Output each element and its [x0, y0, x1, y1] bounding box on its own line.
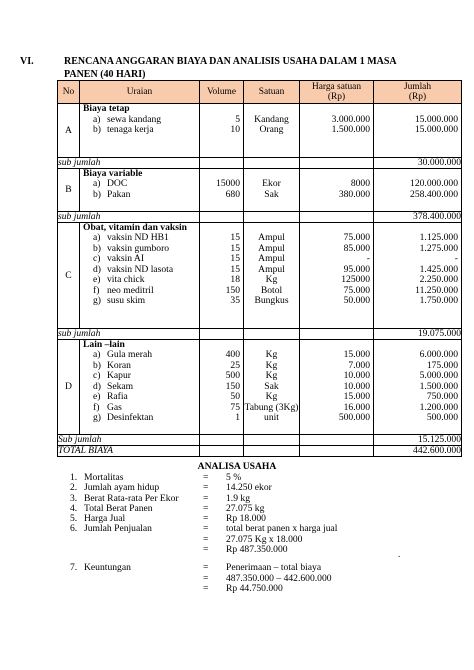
item-name: Kapur — [107, 370, 131, 381]
item-name: Koran — [107, 359, 131, 371]
blank-line — [244, 317, 299, 328]
item-letter: g) — [93, 295, 101, 306]
header-satuan: Satuan — [244, 81, 300, 104]
item-jumlah: 1.125.000 — [419, 232, 458, 243]
analisa-value: 487.350.000 – 442.600.000 — [226, 572, 332, 584]
group-letter: D — [58, 339, 80, 435]
blank-line — [80, 200, 199, 211]
analisa-number: 6. — [70, 523, 78, 535]
item-volume: 500 — [225, 370, 240, 381]
uraian-cell-lines — [80, 223, 199, 328]
analisa-equals: = — [203, 492, 209, 504]
analisa-equals: = — [203, 582, 209, 594]
analisa-row — [60, 584, 470, 594]
item-jumlah: 1.275.000 — [419, 242, 458, 254]
blank-line — [200, 200, 243, 211]
item-satuan: Ampul — [258, 263, 285, 275]
item-harga: 1.500.000 — [331, 124, 370, 135]
item-volume: 15 — [230, 232, 240, 243]
subtotal-value: 30.000.000 — [374, 157, 462, 168]
item-volume: 15000 — [216, 178, 240, 189]
blank-line — [200, 424, 243, 435]
total-blank — [300, 446, 374, 457]
item-name: vaksin ND lasota — [107, 263, 174, 275]
item-name: Sekam — [107, 380, 134, 392]
analisa-equals: = — [203, 482, 209, 494]
item-jumlah: 1.425.000 — [419, 263, 458, 275]
satuan-cell-lines — [244, 104, 299, 157]
item-harga: 15.000 — [343, 391, 370, 402]
blank-line — [244, 200, 299, 211]
analisa-value: 27.075 Kg x 18.000 — [226, 533, 303, 545]
satuan-cell-lines — [244, 223, 299, 328]
budget-table — [57, 80, 462, 457]
subtotal-blank — [244, 211, 300, 222]
subtotal-blank — [200, 211, 244, 222]
blank-line — [80, 317, 199, 328]
group-title: Lain –lain — [83, 338, 125, 350]
subtotal-blank — [300, 328, 374, 339]
group-row — [58, 104, 462, 158]
analisa-label: Harga Jual — [84, 513, 126, 525]
blank-line — [374, 200, 461, 211]
subtotal-row — [58, 435, 462, 446]
volume-cell-lines — [200, 340, 243, 435]
analisa-label: Berat Rata-rata Per Ekor — [84, 492, 179, 504]
item-name: Gas — [107, 401, 122, 413]
uraian-cell — [80, 339, 200, 435]
harga-cell-lines — [300, 169, 373, 211]
item-name: susu skim — [107, 295, 146, 306]
volume-cell-lines — [200, 223, 243, 328]
analisa-number: 1. — [70, 472, 78, 483]
item-jumlah: 2.250.000 — [419, 274, 458, 285]
group-row — [58, 339, 462, 435]
item-name-line — [80, 392, 199, 403]
volume-cell-lines — [200, 169, 243, 211]
item-name-line — [80, 296, 199, 307]
item-volume: 150 — [225, 380, 240, 392]
analisa-equals: = — [203, 502, 209, 514]
section-number: VI. — [20, 56, 34, 67]
spacer — [300, 104, 373, 115]
item-letter: e) — [93, 391, 101, 402]
item-volume: 10 — [230, 124, 240, 135]
subtotal-label: sub jumlah — [58, 211, 200, 222]
item-letter: f) — [93, 284, 100, 296]
jumlah-cell — [374, 339, 462, 435]
item-volume: 35 — [230, 295, 240, 306]
harga-cell-lines — [300, 104, 373, 157]
blank-line — [244, 307, 299, 318]
item-name: sewa kandang — [107, 113, 162, 125]
blank-line — [200, 136, 243, 147]
subtotal-blank — [300, 435, 374, 446]
item-jumlah: 5.000.000 — [419, 370, 458, 381]
blank-line — [80, 424, 199, 435]
total-row — [58, 446, 462, 457]
item-harga: 16.000 — [343, 401, 370, 413]
analisa-list — [60, 473, 470, 594]
item-name: vita chick — [107, 274, 145, 285]
blank-line — [80, 136, 199, 147]
analisa-value: total berat panen x harga jual — [226, 523, 338, 535]
blank-line — [374, 317, 461, 328]
spacer — [200, 104, 243, 115]
item-name-line — [80, 190, 199, 201]
volume-cell — [200, 222, 244, 328]
blank-line — [300, 146, 373, 157]
blank-line — [374, 424, 461, 435]
group-letter: A — [58, 104, 80, 158]
analisa-label: Mortalitas — [84, 472, 124, 483]
item-letter: d) — [93, 263, 101, 275]
item-satuan: Kg — [265, 359, 278, 371]
item-harga: 15.000 — [343, 349, 370, 360]
satuan-cell-lines — [244, 340, 299, 435]
total-blank — [200, 446, 244, 457]
item-name: tenaga kerja — [107, 124, 154, 135]
subtotal-blank — [300, 157, 374, 168]
analisa-value: Rp 487.350.000 — [226, 544, 288, 556]
item-volume: 15 — [230, 253, 240, 264]
item-harga: 125000 — [341, 274, 370, 285]
item-letter: c) — [93, 253, 101, 264]
blank-line — [300, 307, 373, 318]
analisa-number: 5. — [70, 513, 78, 525]
analisa-label: Jumlah ayam hidup — [84, 482, 160, 494]
jumlah-cell — [374, 104, 462, 158]
item-name-line — [80, 179, 199, 190]
header-volume: Volume — [200, 81, 244, 104]
item-letter: e) — [93, 274, 101, 285]
satuan-cell-lines — [244, 169, 299, 211]
item-letter: d) — [93, 380, 101, 392]
item-jumlah: 11.250.000 — [415, 284, 458, 296]
harga-cell — [300, 339, 374, 435]
table-header-row — [58, 81, 462, 104]
uraian-cell — [80, 104, 200, 158]
item-satuan: Kandang — [254, 113, 289, 125]
item-letter: b) — [93, 124, 101, 135]
jumlah-cell-lines — [374, 340, 461, 435]
subtotal-blank — [200, 328, 244, 339]
item-volume: 15 — [230, 242, 240, 254]
group-letter: C — [58, 222, 80, 328]
item-satuan: unit — [264, 412, 279, 423]
item-jumlah: 15.000.000 — [414, 124, 458, 135]
blank-line — [374, 136, 461, 147]
item-volume: 50 — [230, 391, 240, 402]
item-name-line — [80, 371, 199, 382]
volume-cell — [200, 104, 244, 158]
analisa-number: 4. — [70, 502, 78, 514]
jumlah-cell-lines — [374, 223, 461, 328]
group-title: Biaya tetap — [83, 103, 130, 114]
item-harga: 7.000 — [348, 359, 370, 371]
header-no: No — [58, 81, 80, 104]
volume-cell — [200, 339, 244, 435]
analisa-equals: = — [203, 472, 209, 483]
item-harga: 75.000 — [343, 232, 370, 243]
satuan-cell — [244, 168, 300, 211]
item-satuan: Sak — [264, 380, 279, 392]
item-letter: b) — [93, 242, 101, 254]
analisa-value: 27.075 kg — [226, 502, 265, 514]
item-name: vaksin gumboro — [107, 242, 170, 254]
item-satuan: Kg — [265, 274, 278, 285]
item-satuan: Ampul — [258, 232, 285, 243]
item-letter: a) — [93, 178, 101, 189]
subtotal-blank — [200, 435, 244, 446]
analisa-label: Keuntungan — [84, 562, 131, 574]
blank-line — [244, 136, 299, 147]
subtotal-label: sub jumlah — [58, 328, 200, 339]
item-name: neo meditril — [107, 284, 154, 296]
item-satuan: Kg — [265, 370, 278, 381]
item-name-line — [80, 350, 199, 361]
jumlah-cell-lines — [374, 169, 461, 211]
subtotal-value: 15.125.000 — [374, 435, 462, 446]
item-volume: 400 — [225, 349, 240, 360]
analisa-value: Penerimaan – total biaya — [226, 562, 322, 574]
blank-line — [374, 146, 461, 157]
subtotal-value: 378.400.000 — [374, 211, 462, 222]
item-jumlah: 750.000 — [426, 391, 458, 402]
blank-line — [300, 424, 373, 435]
satuan-cell — [244, 339, 300, 435]
jumlah-cell — [374, 222, 462, 328]
item-harga: 10.000 — [343, 380, 370, 392]
item-letter: a) — [93, 232, 101, 243]
analisa-number: 2. — [70, 482, 78, 494]
item-name: DOC — [107, 178, 128, 189]
blank-line — [300, 136, 373, 147]
item-name: Gula merah — [107, 349, 153, 360]
subtotal-value: 19.075.000 — [374, 328, 462, 339]
item-satuan: Kg — [265, 391, 278, 402]
group-title: Biaya variable — [83, 167, 143, 179]
uraian-cell-lines — [80, 340, 199, 435]
uraian-cell-lines — [80, 104, 199, 157]
total-value: 442.600.000 — [374, 446, 462, 457]
blank-line — [300, 200, 373, 211]
item-volume: 150 — [225, 284, 240, 296]
blank-line — [300, 317, 373, 328]
blank-line — [374, 307, 461, 318]
harga-cell — [300, 168, 374, 211]
item-letter: a) — [93, 349, 101, 360]
subtotal-blank — [200, 157, 244, 168]
item-jumlah: 1.500.000 — [419, 380, 458, 392]
group-title: Obat, vitamin dan vaksin — [83, 221, 187, 233]
analisa-value: Rp 18.000 — [226, 513, 266, 525]
item-jumlah: 1.750.000 — [419, 295, 458, 306]
item-letter: g) — [93, 412, 101, 423]
item-satuan: Sak — [264, 188, 279, 200]
satuan-cell — [244, 222, 300, 328]
item-harga: 380.000 — [338, 188, 370, 200]
item-jumlah: - — [454, 253, 458, 264]
blank-line — [244, 146, 299, 157]
item-name-line — [80, 125, 199, 136]
item-letter: c) — [93, 370, 101, 381]
item-volume: 18 — [230, 274, 240, 285]
harga-cell-lines — [300, 223, 373, 328]
item-satuan: Botol — [260, 284, 283, 296]
analisa-label: Jumlah Penjualan — [84, 523, 152, 535]
item-jumlah: 1.200.000 — [419, 401, 458, 413]
item-volume: 5 — [235, 113, 240, 125]
item-satuan: Bungkus — [254, 295, 289, 306]
item-harga: 50.000 — [343, 295, 370, 306]
jumlah-cell-lines — [374, 104, 461, 157]
total-label: TOTAL BIAYA — [58, 446, 200, 457]
blank-line — [200, 317, 243, 328]
analisa-value: 1.9 kg — [226, 492, 250, 504]
blank-line — [200, 146, 243, 157]
jumlah-cell — [374, 168, 462, 211]
subtotal-blank — [244, 435, 300, 446]
header-harga-satuan: Harga satuan (Rp) — [300, 81, 374, 104]
uraian-cell — [80, 168, 200, 211]
item-satuan: Tabung (3Kg) — [244, 401, 299, 413]
analisa-number: 3. — [70, 492, 78, 504]
item-satuan: Ekor — [262, 178, 281, 189]
item-volume: 15 — [230, 263, 240, 275]
stray-mark: . — [398, 549, 401, 559]
analisa-equals: = — [203, 513, 209, 525]
group-row — [58, 168, 462, 211]
item-harga: 85.000 — [343, 242, 370, 254]
item-jumlah: 6.000.000 — [419, 349, 458, 360]
budget-table-body — [58, 104, 462, 457]
analisa-value: 5 % — [226, 472, 242, 483]
subtotal-label: sub jumlah — [58, 157, 200, 168]
analisa-number: 7. — [70, 562, 78, 574]
item-satuan: Kg — [265, 349, 278, 360]
subtotal-blank — [300, 211, 374, 222]
analisa-label: Total Berat Panen — [84, 502, 153, 514]
item-harga: - — [366, 253, 370, 264]
item-jumlah: 175.000 — [426, 359, 458, 371]
item-name: Desinfektan — [107, 412, 154, 423]
analisa-equals: = — [203, 544, 209, 556]
item-harga: 8000 — [350, 178, 370, 189]
analisa-equals: = — [203, 572, 209, 584]
subtotal-blank — [244, 157, 300, 168]
spacer — [374, 104, 461, 115]
group-row — [58, 222, 462, 328]
item-name: Pakan — [107, 188, 131, 200]
blank-line — [80, 307, 199, 318]
subtotal-row — [58, 211, 462, 222]
item-name: vaksin AI — [107, 253, 145, 264]
item-volume: 75 — [230, 401, 240, 413]
section-title-line1: RENCANA ANGGARAN BIAYA DAN ANALISIS USAHA DALAM 1 MASA — [64, 56, 397, 67]
analisa-value: Rp 44.750.000 — [226, 582, 283, 594]
volume-cell — [200, 168, 244, 211]
blank-line — [200, 307, 243, 318]
item-volume: 680 — [225, 188, 240, 200]
item-harga: 500.000 — [338, 412, 370, 423]
subtotal-label: Sub jumlah — [58, 435, 200, 446]
analisa-equals: = — [203, 562, 209, 574]
item-name: Rafia — [107, 391, 128, 402]
item-harga: 10.000 — [343, 370, 370, 381]
item-name-line — [80, 413, 199, 424]
item-jumlah: 15.000.000 — [414, 113, 458, 125]
item-letter: b) — [93, 188, 101, 200]
subtotal-blank — [244, 328, 300, 339]
uraian-cell-lines — [80, 169, 199, 211]
item-volume: 1 — [235, 412, 240, 423]
item-volume: 25 — [230, 359, 240, 371]
header-uraian: Uraian — [80, 81, 200, 104]
harga-cell — [300, 104, 374, 158]
analisa-equals: = — [203, 533, 209, 545]
satuan-cell — [244, 104, 300, 158]
item-letter: b) — [93, 359, 101, 371]
total-blank — [244, 446, 300, 457]
spacer — [244, 104, 299, 115]
analisa-title: ANALISA USAHA — [197, 461, 277, 472]
blank-line — [244, 424, 299, 435]
uraian-cell — [80, 222, 200, 328]
item-letter: a) — [93, 113, 101, 125]
header-jumlah: Jumlah (Rp) — [374, 81, 462, 104]
item-harga: 95.000 — [343, 263, 370, 275]
item-satuan: Ampul — [258, 242, 285, 254]
blank-line — [80, 146, 199, 157]
item-harga: 3.000.000 — [331, 113, 370, 125]
item-jumlah: 120.000.000 — [410, 178, 458, 189]
harga-cell — [300, 222, 374, 328]
subtotal-row — [58, 328, 462, 339]
volume-cell-lines — [200, 104, 243, 157]
group-letter: B — [58, 168, 80, 211]
item-harga: 75.000 — [343, 284, 370, 296]
item-name: vaksin ND HB1 — [107, 232, 169, 243]
section-title-line2: PANEN (40 HARI) — [64, 69, 146, 80]
item-satuan: Orang — [259, 124, 284, 135]
item-satuan: Ampul — [258, 253, 285, 264]
item-jumlah: 500.000 — [426, 412, 458, 423]
item-jumlah: 258.400.000 — [410, 188, 458, 200]
analisa-row — [60, 545, 470, 555]
analisa-equals: = — [203, 523, 209, 535]
harga-cell-lines — [300, 340, 373, 435]
item-letter: f) — [93, 401, 100, 413]
subtotal-row — [58, 157, 462, 168]
analisa-value: 14.250 ekor — [226, 482, 272, 494]
